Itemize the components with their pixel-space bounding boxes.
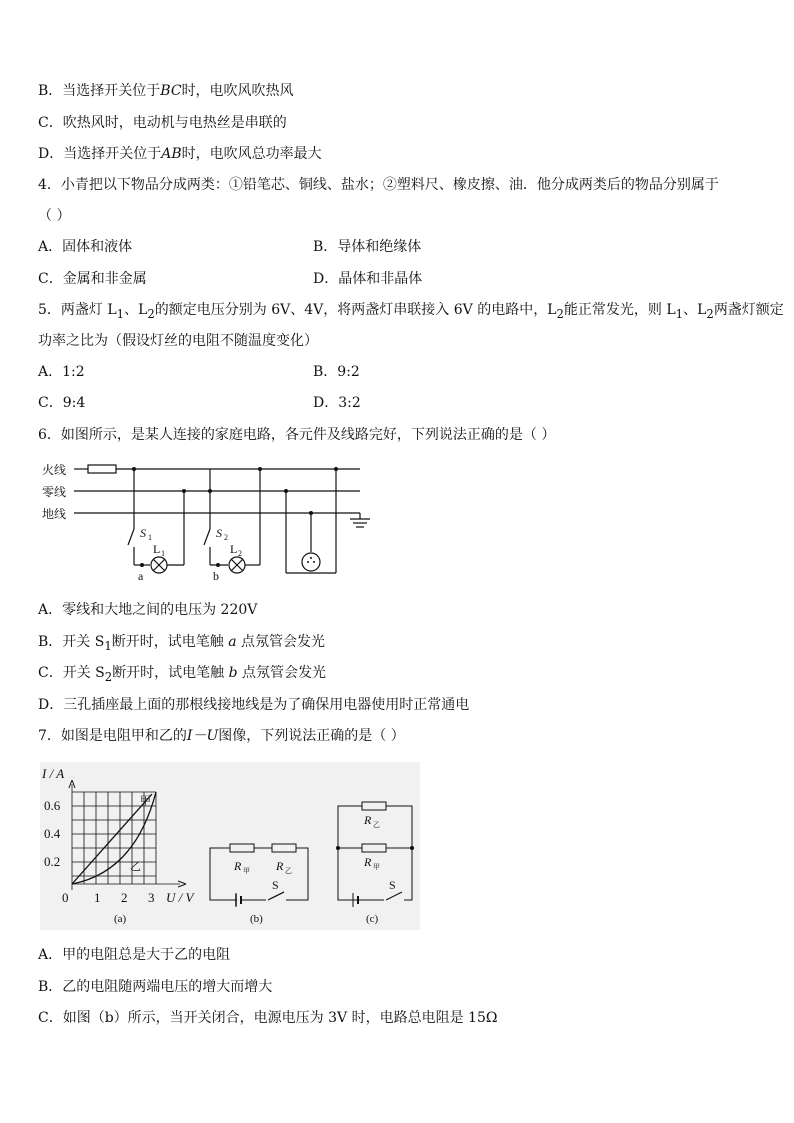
q6-option-b-var: a	[228, 634, 237, 650]
label-r-yi-c: R	[364, 813, 372, 827]
q3-option-c: C．吹热风时，电动机与电热丝是串联的	[38, 115, 287, 131]
q5-sub: 1	[116, 306, 125, 321]
label-s2-sub: 2	[224, 533, 228, 542]
x-tick: 3	[148, 890, 155, 905]
label-switch-c: S	[389, 878, 396, 892]
label-switch-b: S	[272, 878, 279, 892]
q6-option-c	[38, 663, 326, 687]
x-axis-label: U / V	[166, 890, 194, 905]
q7-stem-text: 7．如图是电阻甲和乙的	[38, 728, 187, 744]
q5-stem-part: 、L	[683, 302, 707, 318]
q6-option-b	[38, 632, 325, 656]
label-l1: L	[153, 542, 161, 556]
q6-option-c-var: b	[228, 665, 238, 681]
q6-option-c-text: C．开关 S	[38, 665, 105, 681]
q7-stem	[38, 726, 405, 746]
label-r-jia-c: R	[364, 855, 372, 869]
q5-stem-part: 能正常发光，则 L	[563, 302, 676, 318]
q6-stem: 6．如图所示，是某人连接的家庭电路，各元件及线路完好，下列说法正确的是（ ）	[38, 427, 556, 443]
series-jia-label: 甲	[140, 795, 151, 807]
q5-stem	[38, 300, 784, 324]
label-r-jia-c-sub: 甲	[373, 863, 380, 871]
q3-option-d-var: AB	[161, 146, 182, 162]
fuse	[88, 465, 116, 473]
q5-sub: 2	[556, 306, 564, 321]
x-tick: 2	[121, 890, 128, 905]
iu-graph-figure	[40, 762, 420, 930]
label-live-wire: 火线	[42, 463, 67, 477]
label-r-jia-b-sub: 甲	[243, 867, 250, 875]
label-l2-sub: 2	[238, 549, 242, 558]
caption-a: (a)	[114, 913, 127, 925]
label-r-yi-b: R	[276, 859, 284, 873]
q3-option-b-text: B．当选择开关位于	[38, 83, 161, 99]
x-tick: 1	[94, 890, 101, 905]
q3-option-b-text2: 时，电吹风吹热风	[181, 83, 294, 99]
q6-option-a: A．零线和大地之间的电压为 220V	[38, 602, 258, 618]
label-s1: S	[140, 526, 146, 540]
q3-option-d-text2: 时，电吹风总功率最大	[181, 146, 322, 162]
q5-sub: 2	[147, 306, 155, 321]
q5-option-b: B．9:2	[313, 364, 360, 380]
q7-stem-text2: 图像，下列说法正确的是（ ）	[218, 728, 405, 744]
q6-option-c-text2: 断开时，试电笔触	[112, 665, 229, 681]
q5-stem-part: 两盏灯额定	[713, 302, 784, 318]
label-r-yi-b-sub: 乙	[285, 867, 292, 875]
q4-option-d: D．晶体和非晶体	[313, 271, 423, 287]
series-yi-label: 乙	[130, 861, 141, 873]
q6-option-c-text3: 点氖管会发光	[237, 665, 327, 681]
q5-sub: 1	[675, 306, 684, 321]
q4-stem: 4．小青把以下物品分成两类：①铅笔芯、铜线、盐水；②塑料尺、橡皮擦、油．他分成两类后的物品分别属于	[38, 177, 719, 193]
q5-option-d: D．3:2	[313, 395, 361, 411]
q7-option-b: B．乙的电阻随两端电压的增大而增大	[38, 979, 273, 995]
q6-option-b-text3: 点氖管会发光	[236, 634, 326, 650]
three-pin-socket	[302, 553, 320, 571]
label-r-yi-c-sub: 乙	[373, 821, 380, 829]
y-axis-label: I / A	[42, 766, 65, 781]
label-l1-sub: 1	[161, 549, 165, 558]
y-tick: 0.2	[44, 854, 61, 869]
label-s2: S	[216, 526, 222, 540]
q4-option-a: A．固体和液体	[38, 239, 133, 255]
caption-c: (c)	[366, 913, 379, 925]
q6-option-b-sub: 1	[104, 638, 112, 653]
q5-option-c: C．9:4	[38, 395, 86, 411]
q3-option-d	[38, 144, 322, 164]
label-l2: L	[230, 542, 238, 556]
q6-option-b-text: B．开关 S	[38, 634, 105, 650]
x-tick: 0	[62, 890, 69, 905]
q3-option-d-text: D．当选择开关位于	[38, 146, 162, 162]
q3-option-b	[38, 81, 294, 101]
q5-stem-line2: 功率之比为（假设灯丝的电阻不随温度变化）	[38, 333, 318, 349]
q7-option-c: C．如图（b）所示，当开关闭合，电源电压为 3V 时，电路总电阻是 15Ω	[38, 1010, 498, 1026]
label-point-a: a	[138, 569, 144, 583]
household-circuit-figure	[40, 455, 380, 585]
q7-stem-var: I－U	[186, 728, 219, 744]
q5-stem-part: 5．两盏灯 L	[38, 302, 117, 318]
q5-stem-part: 的额定电压分别为 6V、4V，将两盏灯串联接入 6V 的电路中，L	[154, 302, 557, 318]
y-tick: 0.6	[44, 798, 61, 813]
label-s1-sub: 1	[148, 533, 152, 542]
label-r-jia-b: R	[234, 859, 242, 873]
label-ground-wire: 地线	[42, 507, 67, 521]
q6-option-b-text2: 断开时，试电笔触	[111, 634, 229, 650]
label-point-b: b	[213, 569, 219, 583]
q4-stem-bracket: （ ）	[38, 208, 71, 224]
q5-sub: 2	[706, 306, 714, 321]
q5-stem-part: 、L	[124, 302, 148, 318]
q7-option-a: A．甲的电阻总是大于乙的电阻	[38, 947, 231, 963]
q3-option-b-var: BC	[160, 83, 182, 99]
label-neutral-wire: 零线	[42, 485, 67, 499]
q6-option-c-sub: 2	[104, 669, 113, 684]
q4-option-c: C．金属和非金属	[38, 271, 147, 287]
y-tick: 0.4	[44, 826, 61, 841]
caption-b: (b)	[250, 913, 263, 925]
q4-option-b: B．导体和绝缘体	[313, 239, 422, 255]
q6-option-d: D．三孔插座最上面的那根线接地线是为了确保用电器使用时正常通电	[38, 697, 470, 713]
q5-option-a: A．1:2	[38, 364, 85, 380]
